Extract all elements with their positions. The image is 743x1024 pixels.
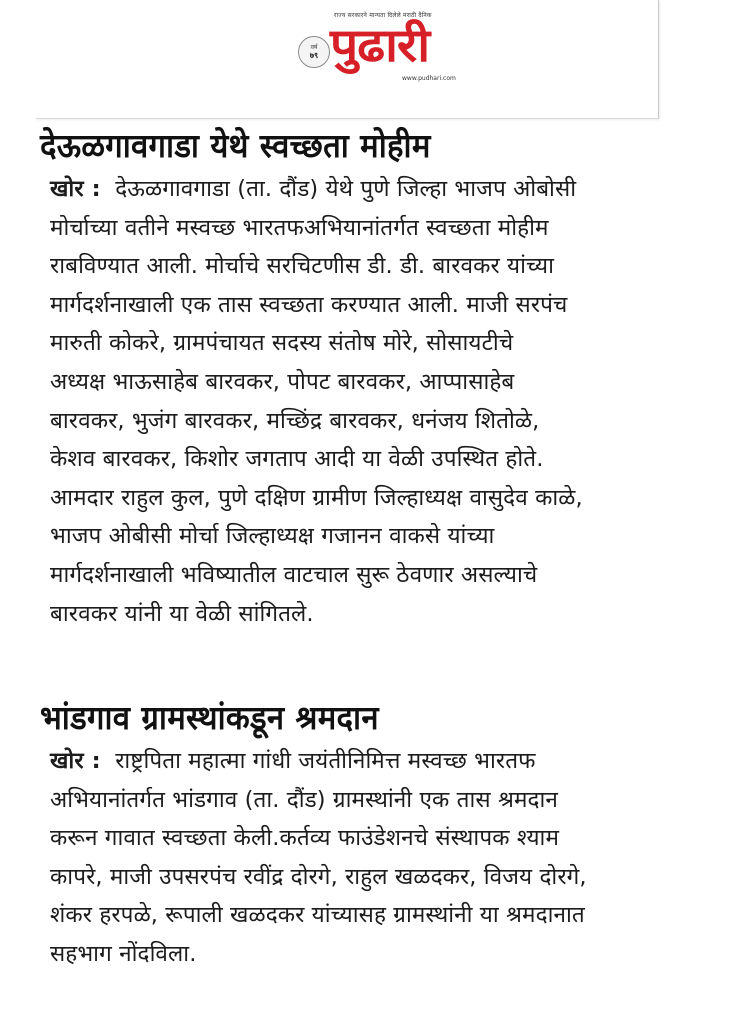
article-line: शंकर हरपळे, रूपाली खळदकर यांच्यासह ग्रामस्थांनी या श्रमदानात — [50, 902, 585, 929]
article-line: आमदार राहुल कुल, पुणे दक्षिण ग्रामीण जिल्हाध्यक्ष वासुदेव काळे, — [50, 484, 583, 511]
article-line: अभियानांतर्गत भांडगाव (ता. दौंड) ग्रामस्थांनी एक तास श्रमदान — [50, 786, 558, 813]
article-line — [40, 170, 720, 209]
article-line: मार्गदर्शनाखाली भविष्यातील वाटचाल सुरू ठेवणार असल्याचे — [50, 561, 538, 588]
article-deulgaongada — [40, 122, 720, 633]
article-bhandgaon — [40, 694, 720, 974]
dateline: खोर : — [50, 748, 101, 774]
dateline: खोर : — [50, 176, 101, 202]
badge-label: वर्ष — [310, 44, 318, 51]
article-line-text: देऊळगावगाडा (ता. दौंड) येथे पुणे जिल्हा भाजप ओबोसी — [115, 176, 577, 202]
article-line: अध्यक्ष भाऊसाहेब बारवकर, पोपट बारवकर, आप्पासाहेब — [50, 368, 515, 395]
article-line: करून गावात स्वच्छता केली.कर्तव्य फाउंडेशनचे संस्थापक श्याम — [50, 825, 560, 852]
article-line-text: राष्ट्रपिता महात्मा गांधी जयंतीनिमित्त मस्वच्छ भारतफ — [115, 748, 536, 774]
masthead-website: www.pudhari.com — [402, 75, 456, 82]
masthead-tagline: राज्य सरकारने मान्यता दिलेले मराठी दैनिक — [334, 12, 432, 19]
anniversary-badge-icon — [298, 36, 330, 68]
newspaper-masthead — [36, 0, 659, 119]
article-line: भाजप ओबीसी मोर्चा जिल्हाध्यक्ष गजानन वाकसे यांच्या — [50, 523, 495, 550]
article-line — [40, 742, 720, 781]
article-line: मार्गदर्शनाखाली एक तास स्वच्छता करण्यात आली. माजी सरपंच — [50, 291, 568, 318]
article-line: बारवकर यांनी या वेळी सांगितले. — [50, 600, 314, 627]
article-headline: भांडगाव ग्रामस्थांकडून श्रमदान — [40, 698, 379, 737]
article-line: बारवकर, भुजंग बारवकर, मच्छिंद्र बारवकर, धनंजय शितोळे, — [50, 407, 540, 434]
badge-number: ७९ — [309, 51, 319, 60]
article-line: कापरे, माजी उपसरपंच रवींद्र दोरगे, राहुल खळदकर, विजय दोरगे, — [50, 863, 587, 890]
article-line: राबविण्यात आली. मोर्चाचे सरचिटणीस डी. डी. बारवकर यांच्या — [50, 253, 555, 280]
article-line: मारुती कोकरे, ग्रामपंचायत सदस्य संतोष मोरे, सोसायटीचे — [50, 330, 514, 357]
article-line: सहभाग नोंदविला. — [50, 940, 197, 967]
newspaper-logo: पुढारी — [330, 18, 430, 72]
article-headline: देऊळगावगाडा येथे स्वच्छता मोहीम — [40, 126, 431, 165]
article-line: केशव बारवकर, किशोर जगताप आदी या वेळी उपस्थित होते. — [50, 446, 544, 473]
article-line: मोर्चाच्या वतीने मस्वच्छ भारतफअभियानांतर्गत स्वच्छता मोहीम — [50, 214, 549, 241]
